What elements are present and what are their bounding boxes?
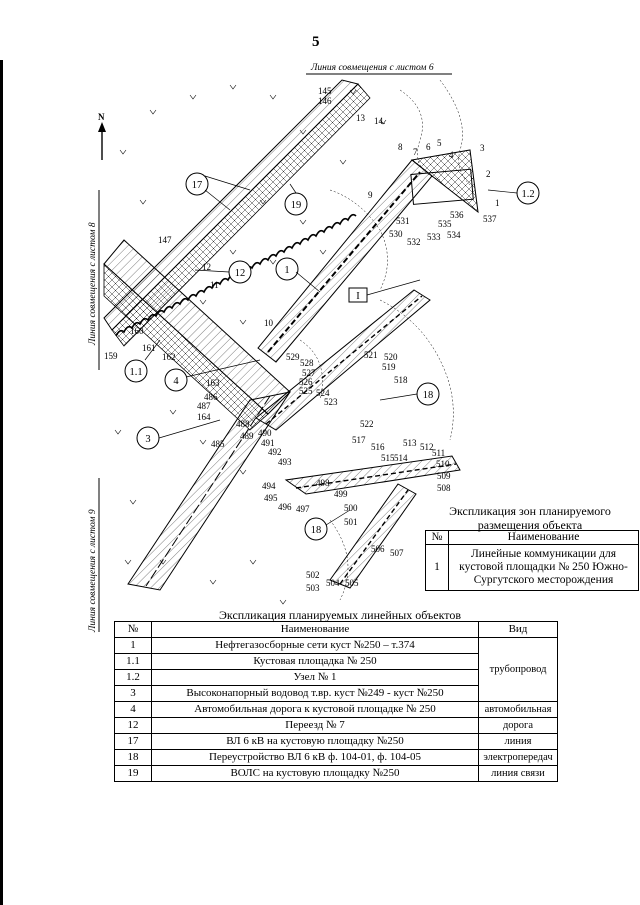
svg-text:3: 3 (480, 143, 485, 153)
zone-legend-header: № Наименование (426, 531, 639, 545)
svg-text:2: 2 (486, 169, 491, 179)
match-line-left-lower (88, 478, 99, 633)
type-power-1: линия (479, 734, 558, 750)
svg-text:493: 493 (278, 457, 292, 467)
callout-1-1 (125, 360, 147, 382)
table-row: 1 Нефтегазосборные сети куст №250 – т.374 трубопровод (115, 638, 558, 654)
svg-text:1.1: 1.1 (129, 367, 143, 378)
svg-text:513: 513 (403, 438, 417, 448)
table-row: 4 Автомобильная дорога к кустовой площадке № 250 автомобильная (115, 702, 558, 718)
svg-text:524: 524 (316, 388, 330, 398)
svg-text:485: 485 (211, 439, 225, 449)
table-row: 3 Высоконапорный водовод т.вр. куст №249 - куст №250 (115, 686, 558, 702)
callout-1-2 (517, 182, 539, 204)
svg-text:160: 160 (130, 326, 144, 336)
svg-text:489: 489 (240, 431, 254, 441)
svg-text:514: 514 (394, 453, 408, 463)
callout-12 (229, 261, 251, 283)
callout-3 (137, 427, 159, 449)
svg-text:12: 12 (202, 262, 211, 272)
svg-text:6: 6 (426, 142, 431, 152)
svg-text:486: 486 (204, 392, 218, 402)
svg-text:535: 535 (438, 219, 452, 229)
svg-text:507: 507 (390, 548, 404, 558)
svg-text:523: 523 (324, 397, 338, 407)
svg-text:494: 494 (262, 481, 276, 491)
svg-text:525: 525 (299, 386, 313, 396)
svg-text:526: 526 (299, 377, 313, 387)
table-row: 18 Переустройство ВЛ 6 кВ ф. 104-01, ф. 104-05 электропередач (115, 750, 558, 766)
svg-text:533: 533 (427, 232, 441, 242)
svg-text:163: 163 (206, 378, 220, 388)
zone-legend-table (425, 530, 639, 591)
svg-text:164: 164 (197, 412, 211, 422)
svg-text:18: 18 (422, 390, 434, 401)
svg-text:4: 4 (449, 150, 454, 160)
table-row: 1.1 Кустовая площадка № 250 (115, 654, 558, 670)
svg-text:517: 517 (352, 435, 366, 445)
svg-text:17: 17 (191, 180, 203, 191)
table-row: 12 Переезд № 7 дорога (115, 718, 558, 734)
svg-text:4: 4 (173, 376, 179, 387)
callout-4 (165, 369, 187, 391)
page-number: 5 (312, 34, 320, 50)
type-power-2: электропередач (479, 750, 558, 766)
svg-text:498: 498 (316, 478, 330, 488)
zone-marker-I (349, 288, 367, 302)
type-pipeline: трубопровод (479, 638, 558, 702)
svg-text:18: 18 (310, 525, 322, 536)
svg-text:511: 511 (432, 448, 446, 458)
svg-text:532: 532 (407, 237, 421, 247)
objects-legend-header: № Наименование Вид (115, 622, 558, 638)
match-line-left-upper (88, 190, 99, 370)
svg-text:10: 10 (264, 318, 273, 328)
svg-text:12: 12 (234, 268, 246, 279)
svg-text:9: 9 (368, 190, 373, 200)
svg-text:13: 13 (356, 113, 365, 123)
svg-text:488: 488 (236, 419, 250, 429)
type-road-1: автомобильная (479, 702, 558, 718)
match-line-top (306, 63, 452, 74)
svg-text:528: 528 (300, 358, 314, 368)
svg-text:503: 503 (306, 583, 320, 593)
svg-text:522: 522 (360, 419, 374, 429)
svg-text:159: 159 (104, 351, 118, 361)
svg-text:509: 509 (437, 471, 451, 481)
svg-text:490: 490 (258, 428, 272, 438)
svg-text:502: 502 (306, 570, 320, 580)
table-row: 19 ВОЛС на кустовую площадку №250 линия связи (115, 766, 558, 782)
objects-legend-table (114, 621, 558, 782)
svg-text:Линия совмещения с листом 8: Линия совмещения с листом 8 (88, 222, 98, 345)
svg-text:Линия совмещения с листом 9: Линия совмещения с листом 9 (88, 509, 98, 632)
svg-text:518: 518 (394, 375, 408, 385)
objects-legend-title: Экспликация планируемых линейных объектов (218, 608, 462, 622)
north-arrow-icon (98, 112, 106, 160)
svg-text:512: 512 (420, 442, 434, 452)
svg-text:519: 519 (382, 362, 396, 372)
svg-text:515: 515 (381, 453, 395, 463)
svg-text:531: 531 (396, 216, 410, 226)
svg-text:492: 492 (268, 447, 282, 457)
svg-text:505: 505 (345, 578, 359, 588)
type-comm: линия связи (479, 766, 558, 782)
svg-text:14.: 14. (374, 116, 386, 126)
svg-text:534: 534 (447, 230, 461, 240)
svg-text:1.2: 1.2 (521, 189, 535, 200)
svg-text:506: 506 (371, 544, 385, 554)
svg-text:499: 499 (334, 489, 348, 499)
table-row: 17 ВЛ 6 кВ на кустовую площадку №250 линия (115, 734, 558, 750)
zone-legend-title: Экспликация зон планируемого размещения объекта (449, 504, 611, 532)
svg-text:497: 497 (296, 504, 310, 514)
svg-text:3: 3 (145, 434, 151, 445)
table-row: 1 Линейные коммуникации для кустовой площадки № 250 Южно-Сургутского месторождения (426, 545, 639, 591)
svg-text:19: 19 (290, 200, 302, 211)
svg-text:521: 521 (364, 350, 378, 360)
svg-text:7: 7 (413, 147, 418, 157)
svg-text:N: N (98, 112, 105, 122)
match-line-top-label: Линия совмещения с листом 6 (311, 63, 434, 73)
type-road-2: дорога (479, 718, 558, 734)
svg-text:537: 537 (483, 214, 497, 224)
svg-text:500: 500 (344, 503, 358, 513)
svg-text:529: 529 (286, 352, 300, 362)
svg-text:491: 491 (261, 438, 275, 448)
svg-text:8: 8 (398, 142, 403, 152)
svg-text:1: 1 (284, 265, 290, 276)
svg-text:496: 496 (278, 502, 292, 512)
svg-text:520: 520 (384, 352, 398, 362)
table-row: 1.2 Узел № 1 (115, 670, 558, 686)
svg-text:504: 504 (326, 578, 340, 588)
callout-1 (276, 258, 298, 280)
svg-text:527: 527 (302, 368, 316, 378)
svg-text:5: 5 (437, 138, 442, 148)
svg-text:495: 495 (264, 493, 278, 503)
svg-text:530: 530 (389, 229, 403, 239)
callout-19 (285, 193, 307, 215)
svg-text:147: 147 (158, 235, 172, 245)
svg-text:508: 508 (437, 483, 451, 493)
svg-text:162: 162 (162, 352, 176, 362)
svg-text:I: I (356, 291, 360, 302)
callout-18-upper (417, 383, 439, 405)
callout-18-lower (305, 518, 327, 540)
svg-text:1: 1 (495, 198, 500, 208)
svg-text:145: 145 (318, 86, 332, 96)
svg-text:146: 146 (318, 96, 332, 106)
svg-text:11: 11 (210, 280, 219, 290)
svg-text:487: 487 (197, 401, 211, 411)
callout-17 (186, 173, 208, 195)
svg-text:161: 161 (142, 343, 156, 353)
svg-text:501: 501 (344, 517, 358, 527)
svg-text:536: 536 (450, 210, 464, 220)
svg-text:510: 510 (436, 459, 450, 469)
svg-text:516: 516 (371, 442, 385, 452)
